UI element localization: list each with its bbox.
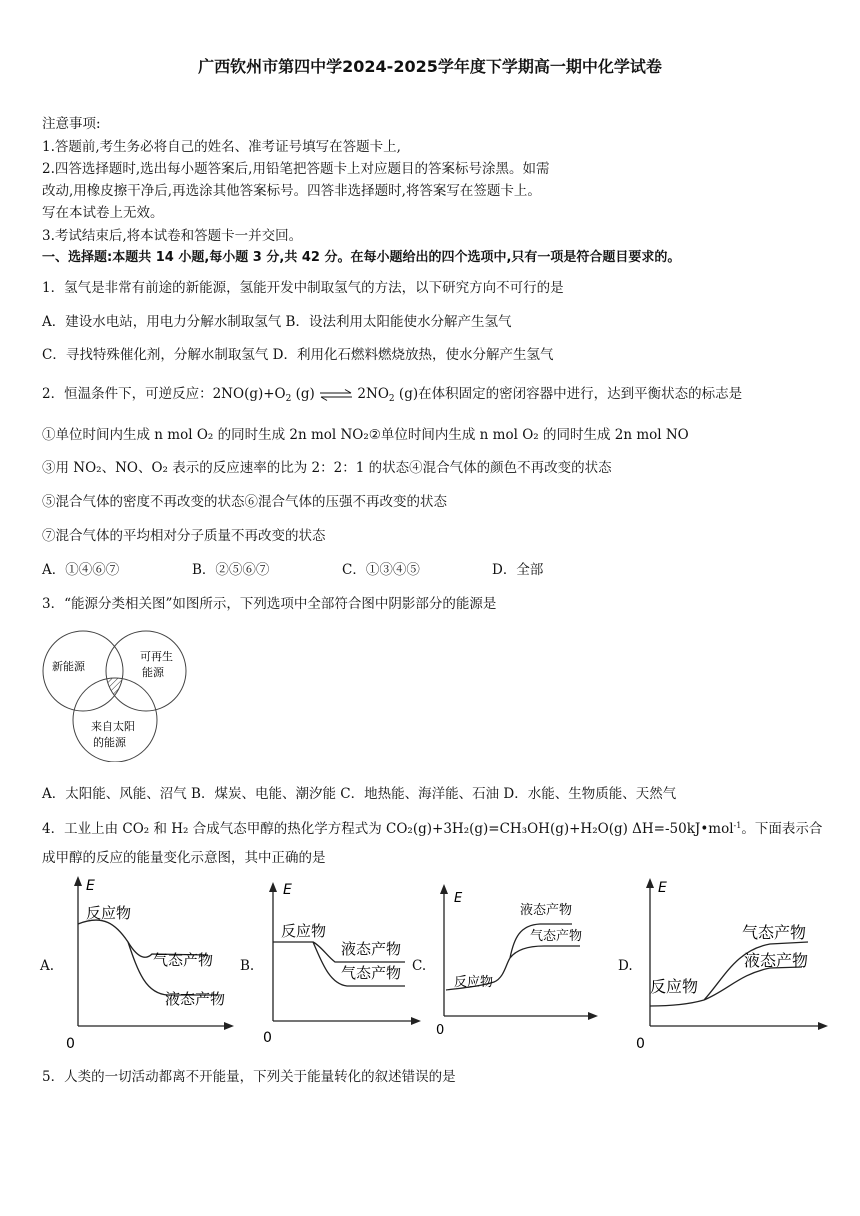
- notice-item: 1.答题前,考生务必将自己的姓名、准考证号填写在答题卡上,: [42, 139, 401, 155]
- venn-label: 来自太阳: [91, 720, 135, 733]
- axis-label-e: E: [86, 878, 95, 894]
- label-gas-product: 气态产物: [530, 929, 583, 944]
- q2-statement: ③用 NO₂、NO、O₂ 表示的反应速率的比为 2：2：1 的状态④混合气体的颜色不再改变的状态: [42, 460, 612, 476]
- q5-stem: 5．人类的一切活动都离不开能量，下列关于能量转化的叙述错误的是: [42, 1069, 456, 1085]
- section-heading: 一、选择题:本题共 14 小题,每小题 3 分,共 42 分。在每小题给出的四个选项中,只有一项是符合题目要求的。: [42, 250, 681, 265]
- axis-label-e: E: [454, 891, 463, 906]
- venn-label: 能源: [142, 666, 164, 679]
- notice-item: 写在本试卷上无效。: [42, 205, 164, 221]
- label-liquid-product: 液态产物: [520, 903, 573, 918]
- q2-option-d: D．全部: [492, 562, 544, 578]
- axis-origin: 0: [263, 1030, 272, 1046]
- q4-option-b-label: B.: [240, 958, 255, 974]
- q1-options-ab: A．建设水电站，用电力分解水制取氢气 B．设法利用太阳能使水分解产生氢气: [42, 314, 512, 330]
- q4-stem: 4．工业上由 CO₂ 和 H₂ 合成气态甲醇的热化学方程式为 CO₂(g)+3H₂(g)=CH₃OH(g)+H₂O(g) ΔH=-50kJ•mol$^{-1}$。下面表示合: [42, 821, 823, 837]
- q2-statement: ⑤混合气体的密度不再改变的状态⑥混合气体的压强不再改变的状态: [42, 494, 447, 510]
- q2-option-b: B．②⑤⑥⑦: [192, 562, 270, 578]
- axis-origin: 0: [436, 1023, 445, 1038]
- q2-statement: ①单位时间内生成 n mol O₂ 的同时生成 2n mol NO₂②单位时间内生成 n mol O₂ 的同时生成 2n mol NO: [42, 427, 689, 443]
- venn-label: 新能源: [52, 660, 85, 673]
- q2-stem: 2．恒温条件下，可逆反应：$2NO(g)+O_2$ (g) $2NO_2$ (g)在体积固定的密闭容器中进行，达到平衡状态的标志是: [42, 386, 743, 404]
- axis-origin: 0: [636, 1036, 645, 1052]
- label-liquid-product: 液态产物: [744, 951, 809, 970]
- axis-label-e: E: [283, 882, 292, 898]
- energy-graph-a: [58, 872, 238, 1052]
- energy-graph-d: [630, 874, 830, 1054]
- label-reactant: 反应物: [281, 922, 327, 940]
- notice-heading: 注意事项:: [42, 116, 101, 132]
- label-gas-product: 气态产物: [742, 923, 807, 942]
- q4-option-d-label: D.: [618, 958, 633, 974]
- q4-option-c-label: C.: [412, 958, 427, 974]
- venn-label: 的能源: [93, 736, 126, 749]
- q2-option-c: C．①③④⑤: [342, 562, 420, 578]
- q3-stem: 3．“能源分类相关图”如图所示，下列选项中全部符合图中阴影部分的能源是: [42, 596, 497, 612]
- page-title: 广西钦州市第四中学2024-2025学年度下学期高一期中化学试卷: [198, 57, 662, 76]
- notice-item: 3.考试结束后,将本试卷和答题卡一并交回。: [42, 228, 303, 244]
- notice-item: 2.四答选择题时,选出每小题答案后,用铅笔把答题卡上对应题目的答案标号涂黑。如需: [42, 161, 550, 177]
- q4-stem-cont: 成甲醇的反应的能量变化示意图，其中正确的是: [42, 850, 326, 866]
- q2-option-a: A．①④⑥⑦: [42, 562, 120, 578]
- reversible-arrow-icon: [319, 389, 353, 401]
- label-liquid-product: 液态产物: [165, 990, 226, 1008]
- label-reactant: 反应物: [86, 904, 132, 922]
- venn-label: 可再生: [140, 650, 173, 663]
- energy-graph-b: [255, 876, 425, 1046]
- axis-label-e: E: [658, 880, 667, 896]
- label-liquid-product: 液态产物: [341, 940, 402, 958]
- label-reactant: 反应物: [454, 975, 494, 990]
- q3-options: A．太阳能、风能、沼气 B．煤炭、电能、潮汐能 C．地热能、海洋能、石油 D．水能、生物质能、天然气: [42, 786, 677, 802]
- label-reactant: 反应物: [650, 977, 699, 996]
- q1-options-cd: C．寻找特殊催化剂，分解水制取氢气 D．利用化石燃料燃烧放热，使水分解产生氢气: [42, 347, 554, 363]
- q4-option-a-label: A.: [40, 958, 55, 974]
- notice-item: 改动,用橡皮擦干净后,再选涂其他答案标号。四答非选择题时,将答案写在签题卡上。: [42, 183, 541, 199]
- q1-stem: 1．氢气是非常有前途的新能源，氢能开发中制取氢气的方法，以下研究方向不可行的是: [42, 280, 564, 296]
- label-gas-product: 气态产物: [153, 951, 214, 969]
- energy-venn-diagram: [38, 622, 198, 762]
- energy-graph-c: [432, 880, 602, 1040]
- axis-origin: 0: [66, 1036, 75, 1052]
- q2-statement: ⑦混合气体的平均相对分子质量不再改变的状态: [42, 528, 326, 544]
- label-gas-product: 气态产物: [341, 964, 402, 982]
